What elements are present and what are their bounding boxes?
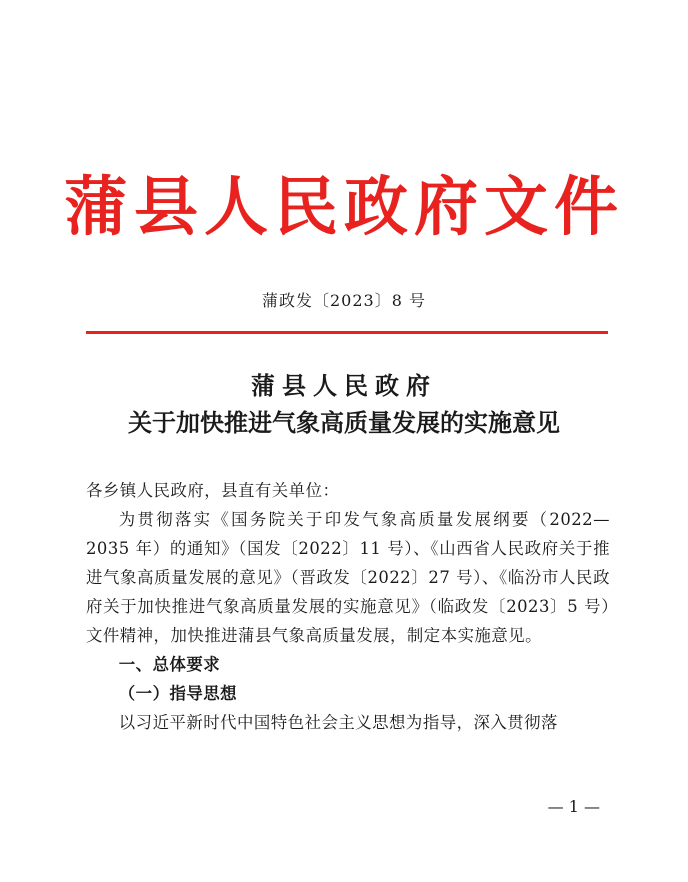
page-number: — 1 —	[547, 797, 600, 816]
section-heading: 一、总体要求	[118, 655, 221, 674]
document-header-title: 蒲县人民政府文件	[64, 170, 624, 245]
salutation: 各乡镇人民政府，县直有关单位：	[86, 481, 340, 500]
intro-paragraph: 为贯彻落实《国务院关于印发气象高质量发展纲要（2022—2035 年）的通知》（国发〔2022〕11 号）、《山西省人民政府关于推进气象高质量发展的意见》（晋政发〔2022〕27 号）、《临汾市人民政府关于加快推进气象高质量发展的实施意见》（临政发〔2023〕5 号）文件精神，加快推进蒲县气象高质量发展，制定本实施意见。	[86, 510, 610, 645]
document-issuer: 蒲县人民政府	[251, 371, 437, 400]
subsection-paragraph: 以习近平新时代中国特色社会主义思想为指导，深入贯彻落	[118, 713, 558, 732]
subsection-heading: （一）指导思想	[118, 684, 238, 703]
document-body	[86, 476, 610, 737]
document-title: 关于加快推进气象高质量发展的实施意见	[128, 408, 560, 437]
header-divider	[86, 331, 608, 334]
document-number: 蒲政发〔2023〕8 号	[262, 291, 426, 310]
